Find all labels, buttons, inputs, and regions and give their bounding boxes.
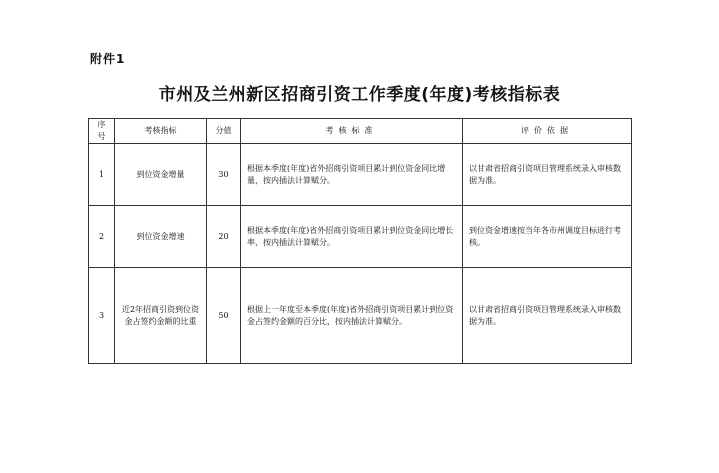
table-row	[89, 268, 632, 364]
cell-score: 20	[207, 206, 241, 268]
cell-criteria: 根据本季度(年度)省外招商引资项目累计到位资金同比增长率，按内插法计算赋分。	[241, 206, 463, 268]
cell-score: 30	[207, 144, 241, 206]
cell-criteria: 根据上一年度至本季度(年度)省外招商引资项目累计到位资金占签约金额的百分比，按内插法计算赋分。	[241, 268, 463, 364]
cell-score: 50	[207, 268, 241, 364]
header-score: 分值	[207, 119, 241, 144]
cell-basis: 以甘肃省招商引资项目管理系统录入审核数据为准。	[463, 144, 632, 206]
cell-basis: 以甘肃省招商引资项目管理系统录入审核数据为准。	[463, 268, 632, 364]
cell-index: 2	[89, 206, 115, 268]
table-header-row	[89, 119, 632, 144]
table-row	[89, 144, 632, 206]
cell-indicator: 近2年招商引资到位资金占签约金额的比重	[115, 268, 207, 364]
cell-indicator: 到位资金增速	[115, 206, 207, 268]
cell-criteria: 根据本季度(年度)省外招商引资项目累计到位资金同比增量，按内插法计算赋分。	[241, 144, 463, 206]
header-index: 序号	[89, 119, 115, 144]
cell-index: 3	[89, 268, 115, 364]
cell-index: 1	[89, 144, 115, 206]
header-criteria: 考核标准	[241, 119, 463, 144]
header-basis: 评价依据	[463, 119, 632, 144]
attachment-label: 附件1	[90, 52, 126, 66]
cell-indicator: 到位资金增量	[115, 144, 207, 206]
header-indicator: 考核指标	[115, 119, 207, 144]
assessment-table	[88, 118, 632, 364]
cell-basis: 到位资金增速按当年各市州调度目标进行考核。	[463, 206, 632, 268]
table-row	[89, 206, 632, 268]
document-title: 市州及兰州新区招商引资工作季度(年度)考核指标表	[158, 85, 561, 105]
